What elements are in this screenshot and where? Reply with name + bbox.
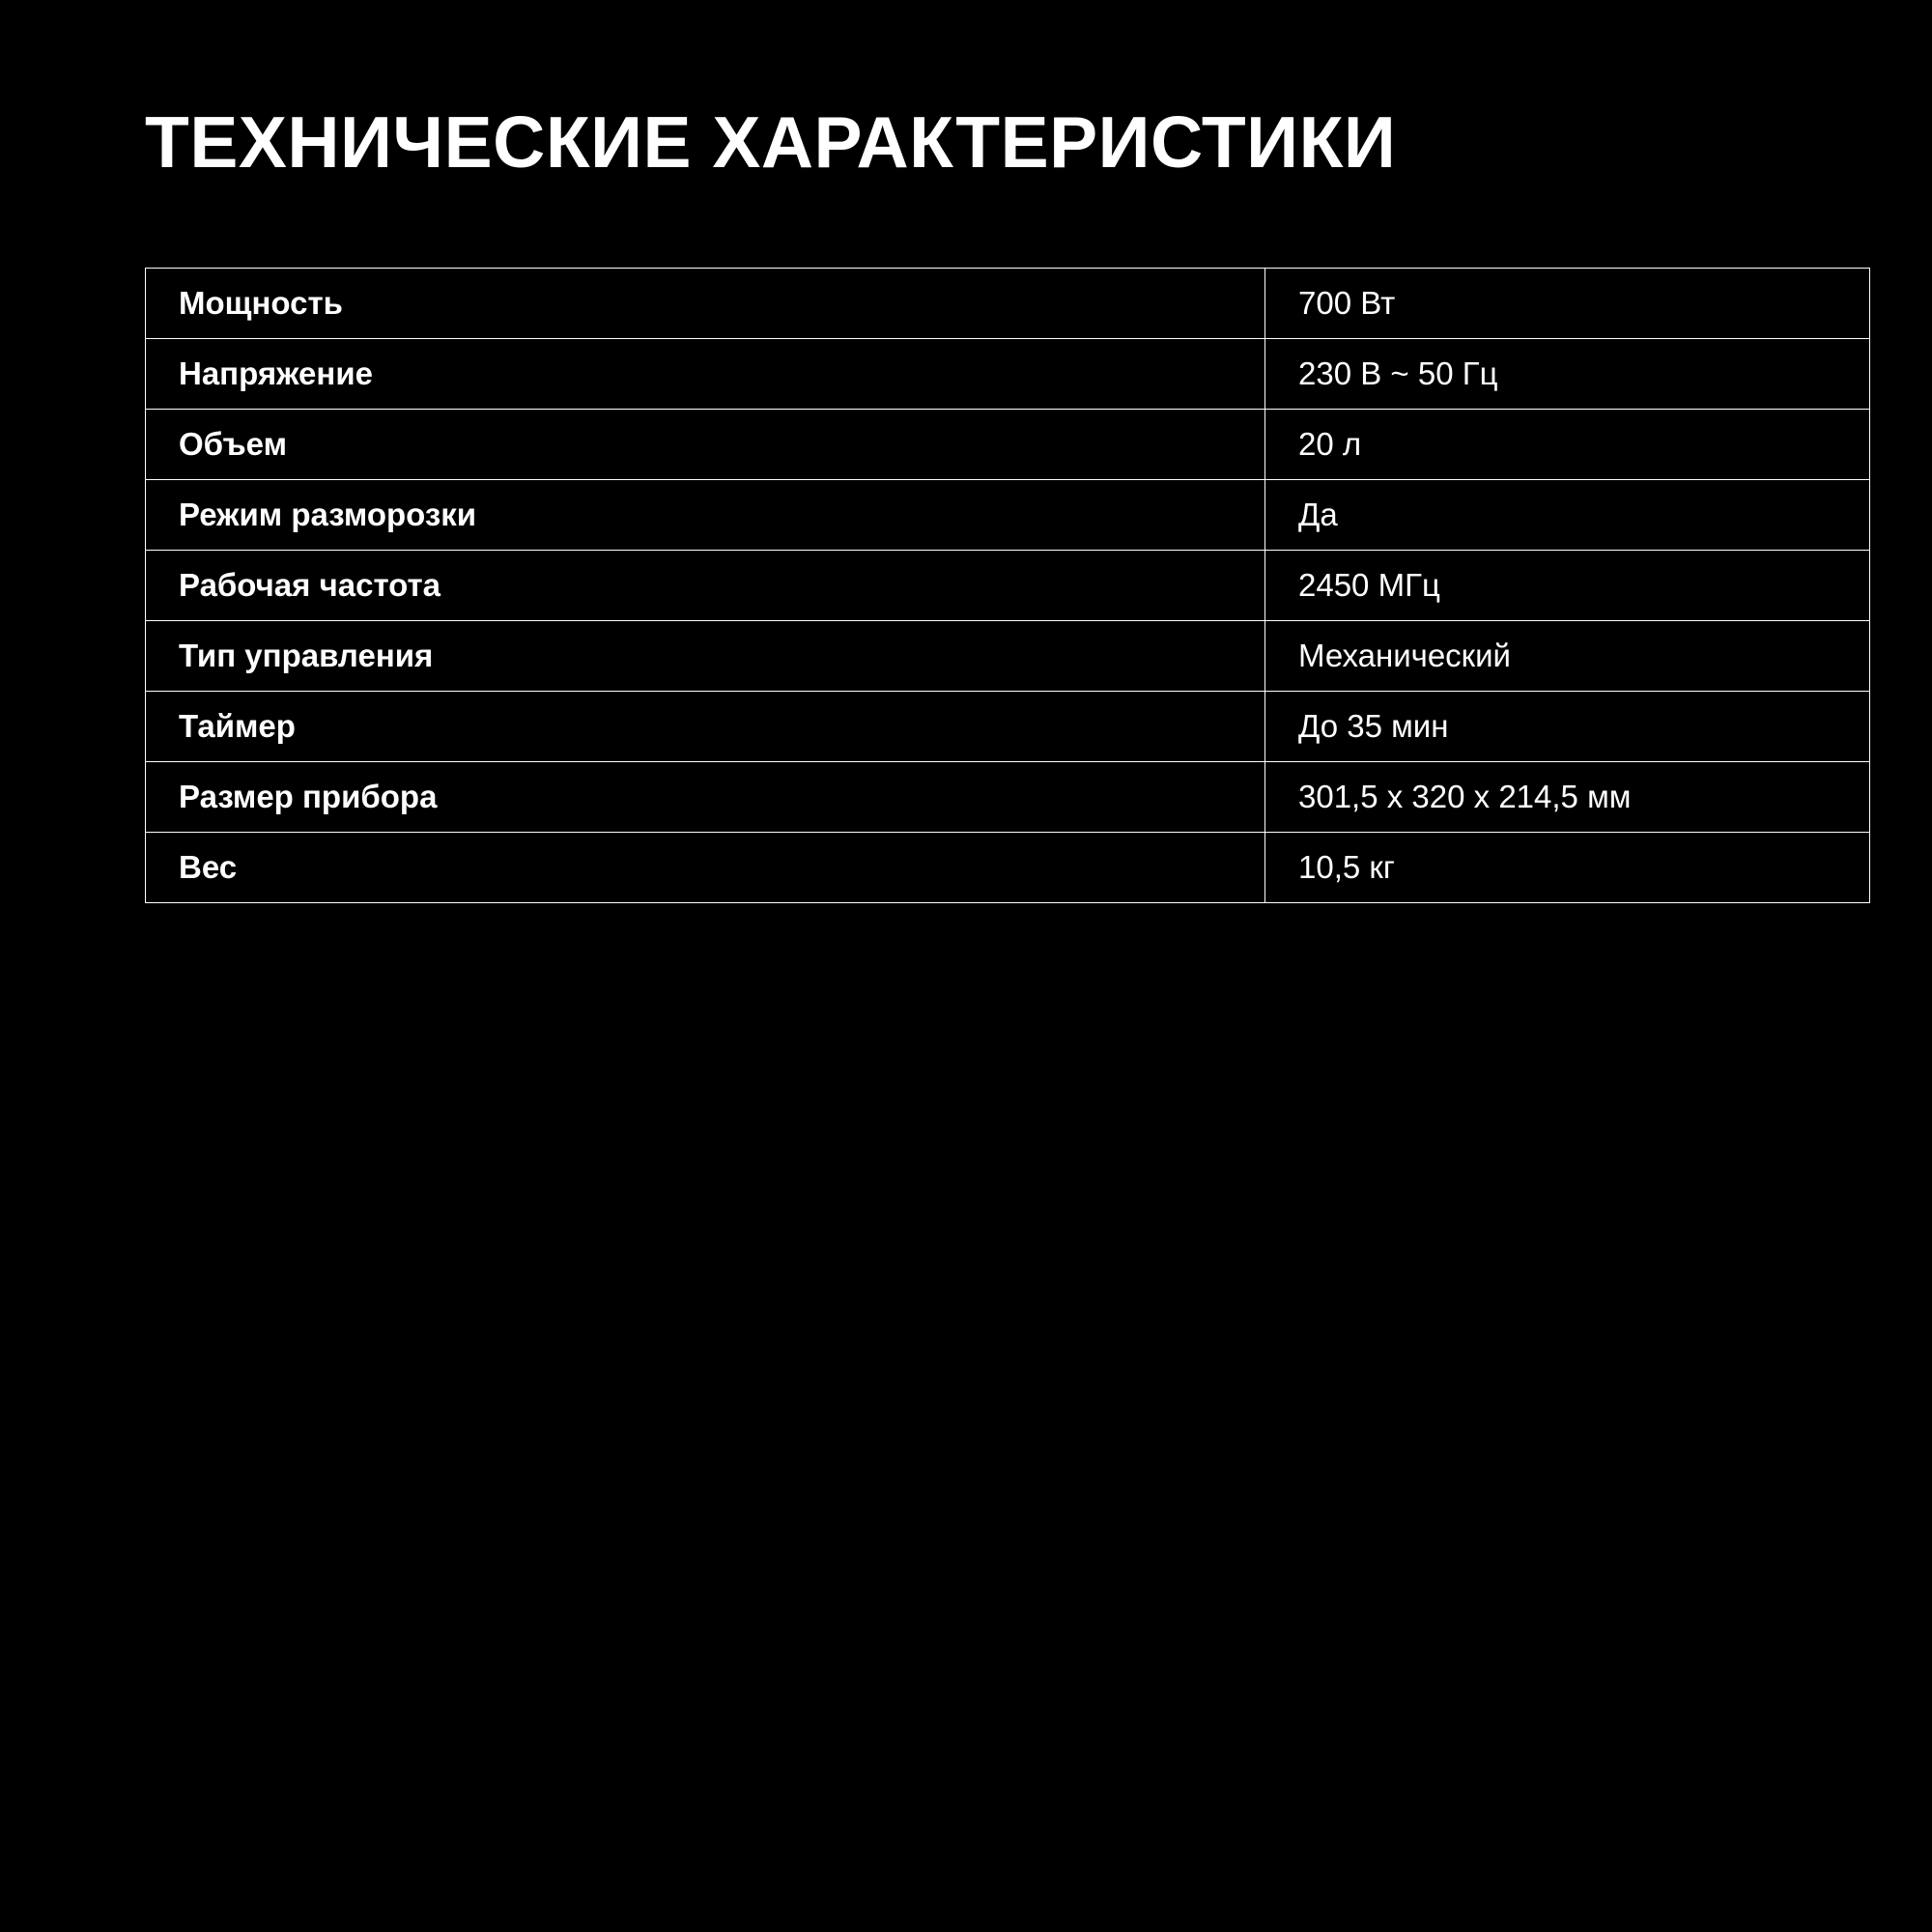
- table-row: [146, 762, 1870, 833]
- page-title: ТЕХНИЧЕСКИЕ ХАРАКТЕРИСТИКИ: [145, 101, 1397, 183]
- spec-parameter: Таймер: [146, 692, 1265, 762]
- spec-parameter: Объем: [146, 410, 1265, 480]
- spec-value: Да: [1265, 480, 1870, 551]
- spec-value: 700 Вт: [1265, 269, 1870, 339]
- spec-value: До 35 мин: [1265, 692, 1870, 762]
- spec-value: 10,5 кг: [1265, 833, 1870, 903]
- table-row: [146, 551, 1870, 621]
- specifications-table: [145, 268, 1870, 903]
- table-row: [146, 269, 1870, 339]
- spec-value: 230 В ~ 50 Гц: [1265, 339, 1870, 410]
- spec-parameter: Режим разморозки: [146, 480, 1265, 551]
- table-row: [146, 339, 1870, 410]
- table-row: [146, 692, 1870, 762]
- table-row: [146, 480, 1870, 551]
- spec-value: 20 л: [1265, 410, 1870, 480]
- table-row: [146, 410, 1870, 480]
- spec-parameter: Напряжение: [146, 339, 1265, 410]
- spec-parameter: Мощность: [146, 269, 1265, 339]
- spec-value: 301,5 x 320 x 214,5 мм: [1265, 762, 1870, 833]
- spec-parameter: Рабочая частота: [146, 551, 1265, 621]
- specifications-table-body: [146, 269, 1870, 903]
- spec-value: Механический: [1265, 621, 1870, 692]
- spec-parameter: Размер прибора: [146, 762, 1265, 833]
- table-row: [146, 833, 1870, 903]
- table-row: [146, 621, 1870, 692]
- spec-parameter: Вес: [146, 833, 1265, 903]
- spec-parameter: Тип управления: [146, 621, 1265, 692]
- spec-value: 2450 МГц: [1265, 551, 1870, 621]
